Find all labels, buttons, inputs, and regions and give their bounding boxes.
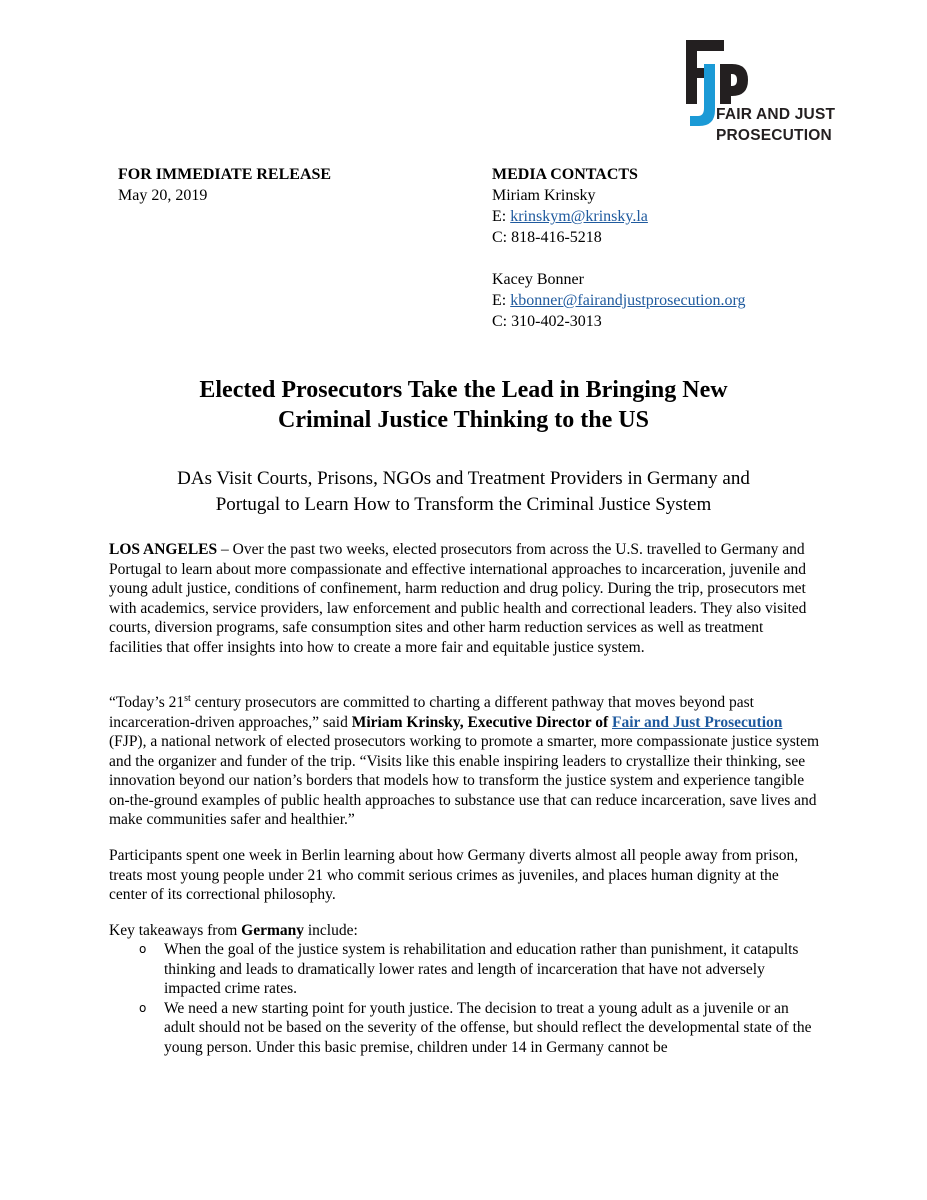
takeaways-list — [109, 940, 820, 1057]
contact-email-link[interactable]: krinskym@krinsky.la — [510, 208, 648, 225]
email-prefix: E: — [492, 208, 511, 225]
subheadline — [90, 466, 837, 518]
contact-phone: C: 818-416-5218 — [492, 229, 602, 246]
dateline: LOS ANGELES — [109, 541, 218, 558]
email-prefix: E: — [492, 292, 511, 309]
ordinal-suffix: st — [184, 692, 191, 704]
release-info — [118, 164, 331, 206]
list-item — [109, 999, 820, 1058]
takeaways-intro — [109, 921, 820, 941]
body-paragraph-3: Participants spent one week in Berlin learning about how Germany diverts almost all people away from prison, treats most young people under 21 who commit serious crimes as juveniles, and places human dignity at the center of its correctional philosophy. — [109, 847, 799, 903]
release-date: May 20, 2019 — [118, 187, 208, 204]
subhead-line-1: DAs Visit Courts, Prisons, NGOs and Treatment Providers in Germany and — [177, 468, 750, 489]
release-label: FOR IMMEDIATE RELEASE — [118, 166, 332, 183]
intro-text: Key takeaways from — [109, 922, 242, 939]
contact-email-row — [492, 290, 746, 311]
headline — [100, 375, 827, 435]
bullet-mark: o — [139, 942, 147, 956]
headline-line-1: Elected Prosecutors Take the Lead in Bringing New — [199, 377, 728, 403]
contact-email-row — [492, 206, 746, 227]
contact-phone: C: 310-402-3013 — [492, 313, 602, 330]
spacer — [492, 248, 746, 269]
media-contacts — [492, 164, 746, 332]
speaker-title: Miriam Krinsky, Executive Director of — [351, 713, 613, 731]
body-paragraph-1 — [109, 540, 820, 657]
paragraph-text: – Over the past two weeks, elected prosecutors from across the U.S. travelled to Germany and Portugal to learn about more compassionate and effective international approaches to incarceration, juvenile and young adult justice, conditions of confinement, harm reduction and drug policy. During the trip, prosecutors met with academics, service providers, law enforcement and public health and correctional leaders. They also visited courts, diversion programs, safe consumption sites and other harm reduction services as well as treatment facilities that offer insights into how to create a more fair and equitable justice system. — [109, 541, 807, 656]
body-paragraph-2 — [109, 693, 820, 830]
quote-start: “Today’s 21 — [109, 694, 185, 711]
logo-wordmark — [716, 104, 835, 146]
media-contacts-label: MEDIA CONTACTS — [492, 166, 638, 183]
contact-name: Kacey Bonner — [492, 271, 584, 288]
country-name: Germany — [241, 922, 304, 939]
list-item-text: When the goal of the justice system is rehabilitation and education rather than punishment, it catapults thinking and leads to dramatically lower rates and length of incarceration that have not adversely impacted crime rates. — [164, 941, 799, 997]
list-item-text: We need a new starting point for youth justice. The decision to treat a young adult as a juvenile or an adult should not be based on the severity of the offense, but should reflect the developmental state of the young person. Under this basic premise, children under 14 in Germany cannot be — [164, 999, 812, 1056]
list-item — [109, 940, 820, 999]
fjp-link[interactable]: Fair and Just Prosecution — [612, 713, 783, 731]
quote-text: century prosecutors are committed to charting a different pathway that moves beyond past incarceration-driven approaches,” said — [109, 694, 754, 731]
bullet-mark: o — [139, 1000, 147, 1015]
logo-line-1: FAIR AND JUST — [716, 106, 836, 123]
contact-email-link[interactable]: kbonner@fairandjustprosecution.org — [510, 292, 746, 309]
headline-line-2: Criminal Justice Thinking to the US — [278, 407, 649, 433]
subhead-line-2: Portugal to Learn How to Transform the Criminal Justice System — [215, 494, 712, 515]
contact-name: Miriam Krinsky — [492, 187, 596, 204]
logo-line-2: PROSECUTION — [716, 127, 832, 144]
intro-end: include: — [304, 922, 358, 939]
quote-continuation: (FJP), a national network of elected prosecutors working to promote a smarter, more compassionate justice system and the organizer and funder of the trip. “Visits like this enable inspiring leaders to crystallize their thinking, see innovation beyond our nation’s borders that models how to transform the justice system and experience tangible on-the-ground examples of public health approaches to substance use that can reduce incarceration, save lives and make communities safer and healthier.” — [109, 733, 820, 828]
